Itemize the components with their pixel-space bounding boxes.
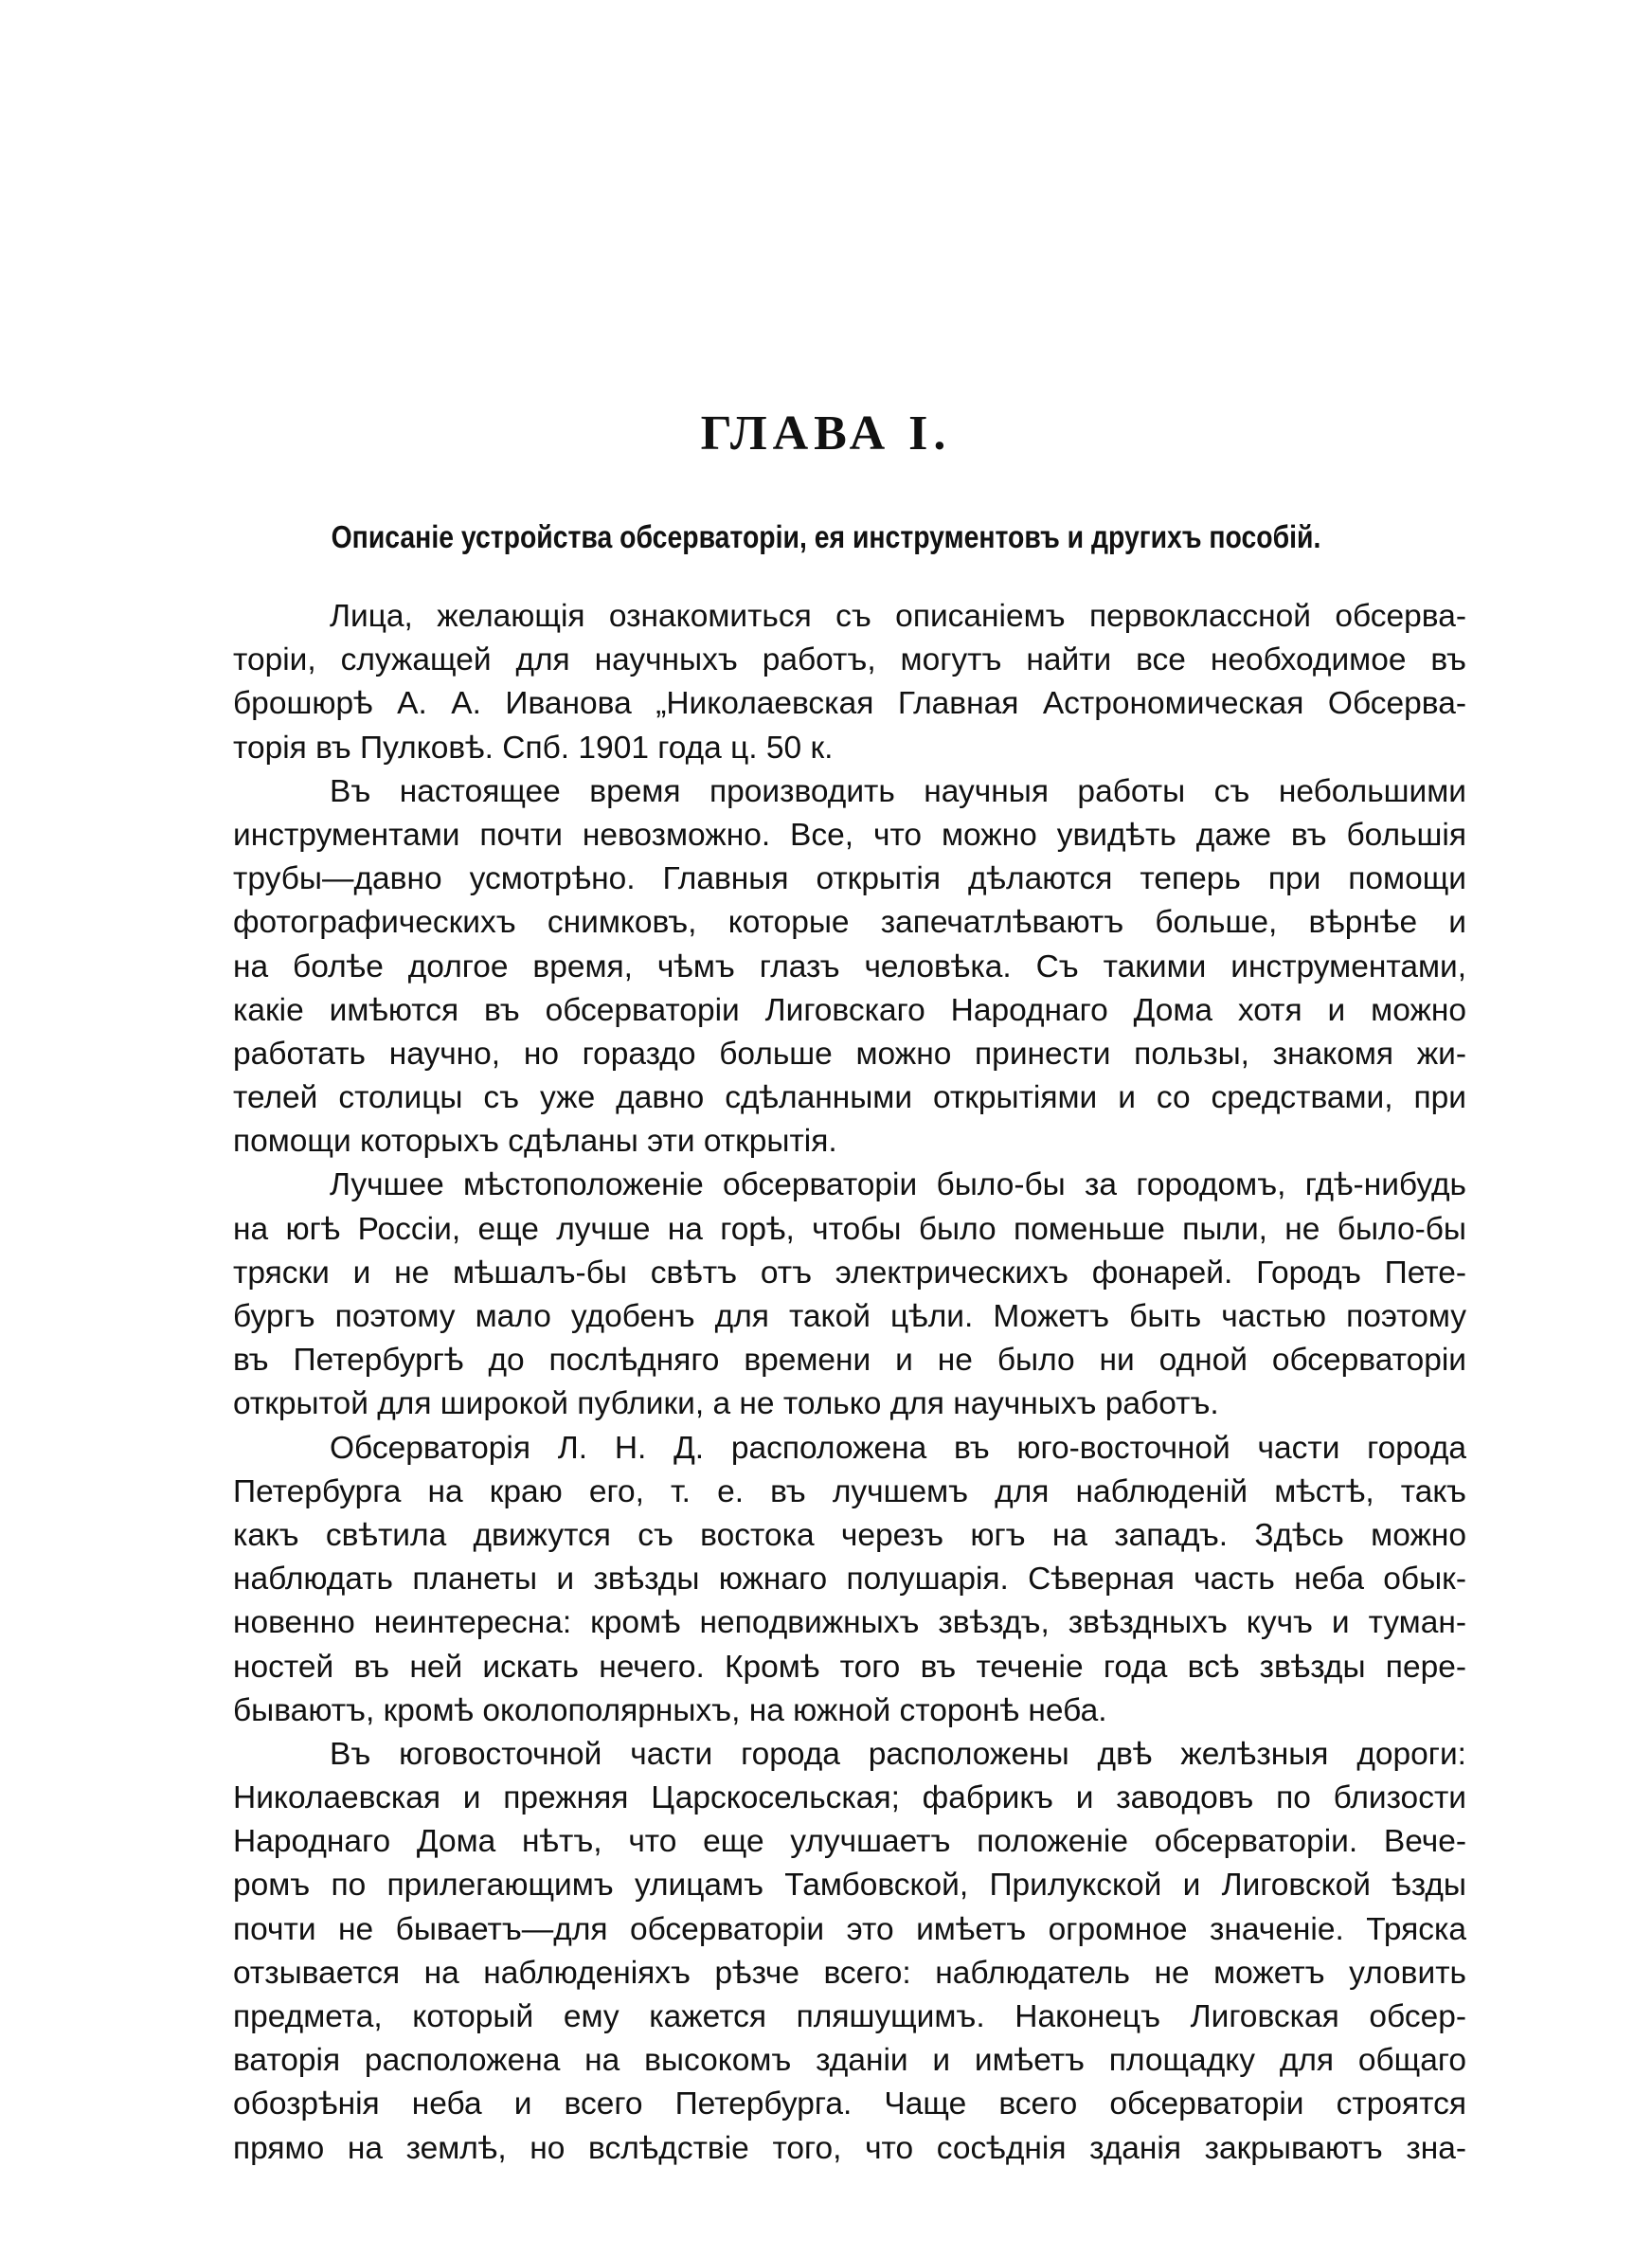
text-line: фотографическихъ снимковъ, которые запечатлѣваютъ больше, вѣрнѣе и (233, 905, 1466, 941)
text-line: обозрѣнія неба и всего Петербурга. Чаще всего обсерваторіи строятся (233, 2086, 1466, 2122)
text-line: бургъ поэтому мало удобенъ для такой цѣли. Можетъ быть частью поэтому (233, 1299, 1466, 1334)
text-line: брошюрѣ А. А. Иванова „Николаевская Главная Астрономическая Обсерва- (233, 686, 1466, 722)
text-line: инструментами почти невозможно. Все, что можно увидѣть даже въ большія (233, 817, 1466, 853)
text-line: ваторія расположена на высокомъ зданіи и имѣетъ площадку для общаго (233, 2043, 1466, 2079)
text-line: Въ настоящее время производить научныя работы съ небольшими (330, 773, 1466, 809)
text-line: Петербурга на краю его, т. е. въ лучшемъ для наблюденій мѣстѣ, такъ (233, 1473, 1466, 1509)
text-line: помощи которыхъ сдѣланы эти открытія. (233, 1124, 837, 1160)
text-line: Николаевская и прежняя Царскосельская; фабрикъ и заводовъ по близости (233, 1780, 1466, 1816)
text-line: тряски и не мѣшалъ-бы свѣтъ отъ электрическихъ фонарей. Городъ Пете- (233, 1255, 1466, 1291)
text-line: ромъ по прилегающимъ улицамъ Тамбовской, Прилукской и Лиговской ѣзды (233, 1868, 1466, 1904)
text-line: открытой для широкой публики, а не только для научныхъ работъ. (233, 1386, 1219, 1422)
paragraph-1 (233, 595, 1466, 770)
text-line: Лучшее мѣстоположеніе обсерваторіи было-бы за городомъ, гдѣ-нибудь (330, 1167, 1466, 1203)
text-line: предмета, который ему кажется пляшущимъ. Наконецъ Лиговская обсер- (233, 1999, 1466, 2034)
body-text (233, 595, 1466, 2171)
paragraph-4 (233, 1427, 1466, 1733)
text-line: въ Петербургѣ до послѣдняго времени и не было ни одной обсерваторіи (233, 1343, 1466, 1379)
paragraph-5 (233, 1733, 1466, 2171)
text-line: Лица, желающія ознакомиться съ описаніемъ первоклассной обсерва- (330, 599, 1466, 634)
text-line: наблюдать планеты и звѣзды южнаго полушарія. Сѣверная часть неба обык- (233, 1562, 1466, 1598)
chapter-subtitle: Описаніе устройства обсерваторіи, ея инструментовъ и другихъ пособій. (331, 519, 1321, 554)
text-line: телей столицы съ уже давно сдѣланными открытіями и со средствами, при (233, 1080, 1466, 1116)
paragraph-3 (233, 1164, 1466, 1426)
text-line: новенно неинтересна: кромѣ неподвижныхъ звѣздъ, звѣздныхъ кучъ и туман- (233, 1605, 1466, 1641)
chapter-title: ГЛАВА I. (700, 406, 952, 460)
text-line: на югѣ Россіи, еще лучше на горѣ, чтобы было поменьше пыли, не было-бы (233, 1211, 1466, 1247)
paragraph-2 (233, 770, 1466, 1165)
text-line: Обсерваторія Л. Н. Д. расположена въ юго-восточной части города (330, 1430, 1466, 1466)
text-line: торія въ Пулковѣ. Спб. 1901 года ц. 50 к. (233, 730, 834, 766)
text-line: трубы—давно усмотрѣно. Главныя открытія дѣлаются теперь при помощи (233, 861, 1466, 897)
text-line: прямо на землѣ, но вслѣдствіе того, что сосѣднія зданія закрываютъ зна- (233, 2130, 1466, 2166)
text-line: Народнаго Дома нѣтъ, что еще улучшаетъ положеніе обсерваторіи. Вече- (233, 1824, 1466, 1860)
text-line: какъ свѣтила движутся съ востока черезъ югъ на западъ. Здѣсь можно (233, 1517, 1466, 1553)
text-line: бываютъ, кромѣ околополярныхъ, на южной сторонѣ неба. (233, 1692, 1107, 1728)
text-line: какіе имѣются въ обсерваторіи Лиговскаго Народнаго Дома хотя и можно (233, 992, 1466, 1028)
text-line: на болѣе долгое время, чѣмъ глазъ человѣка. Съ такими инструментами, (233, 948, 1466, 984)
text-line: торіи, служащей для научныхъ работъ, могутъ найти все необходимое въ (233, 642, 1466, 678)
text-line: работать научно, но гораздо больше можно принести пользы, знакомя жи- (233, 1036, 1466, 1072)
text-line: отзывается на наблюденіяхъ рѣзче всего: наблюдатель не можетъ уловить (233, 1955, 1466, 1991)
text-line: ностей въ ней искать нечего. Кромѣ того въ теченіе года всѣ звѣзды пере- (233, 1649, 1466, 1685)
text-line: Въ юговосточной части города расположены двѣ желѣзныя дороги: (330, 1736, 1466, 1772)
text-line: почти не бываетъ—для обсерваторіи это имѣетъ огромное значеніе. Тряска (233, 1911, 1466, 1947)
